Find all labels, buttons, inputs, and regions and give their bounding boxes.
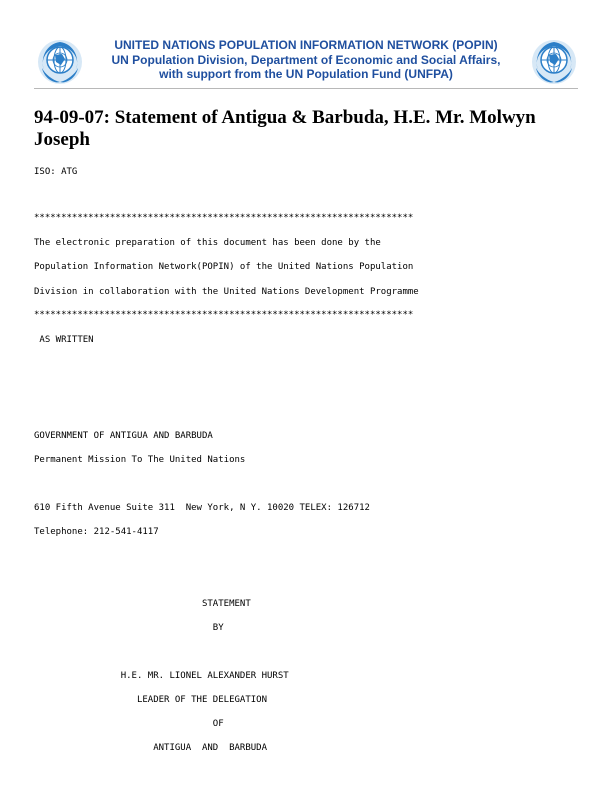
star-divider-top: ********************************************************************** [34,213,414,223]
header-line-3: with support from the UN Population Fund (UNFPA) [159,67,453,81]
iso-code: ISO: ATG [34,167,78,177]
as-written-note: AS WRITTEN [34,335,94,345]
address-line: 610 Fifth Avenue Suite 311 New York, N Y. 10020 TELEX: 126712 [34,503,370,513]
notice-line-3: Division in collaboration with the United Nations Development Programme [34,287,419,297]
star-divider-bottom: ********************************************************************** [34,310,414,320]
header-line-1: UNITED NATIONS POPULATION INFORMATION NETWORK (POPIN) [114,38,498,52]
of-line: OF [34,719,224,729]
un-emblem-icon [36,38,84,86]
by-line: BY [34,623,224,633]
header-divider [34,88,578,89]
notice-line-1: The electronic preparation of this document has been done by the [34,238,381,248]
un-emblem-icon [530,38,578,86]
header-text [88,38,524,82]
statement-heading: STATEMENT [34,599,251,609]
speaker-name: H.E. MR. LIONEL ALEXANDER HURST [34,671,289,681]
document-title: 94-09-07: Statement of Antigua & Barbuda, H.E. Mr. Molwyn Joseph [34,107,536,150]
header-line-2: UN Population Division, Department of Economic and Social Affairs, [111,52,501,67]
government-name: GOVERNMENT OF ANTIGUA AND BARBUDA [34,431,213,441]
page-header [34,36,578,88]
notice-line-2: Population Information Network(POPIN) of the United Nations Population [34,262,414,272]
telephone-line: Telephone: 212-541-4117 [34,527,159,537]
country-name: ANTIGUA AND BARBUDA [34,743,267,753]
mission-name: Permanent Mission To The United Nations [34,455,246,465]
speaker-role: LEADER OF THE DELEGATION [34,695,267,705]
